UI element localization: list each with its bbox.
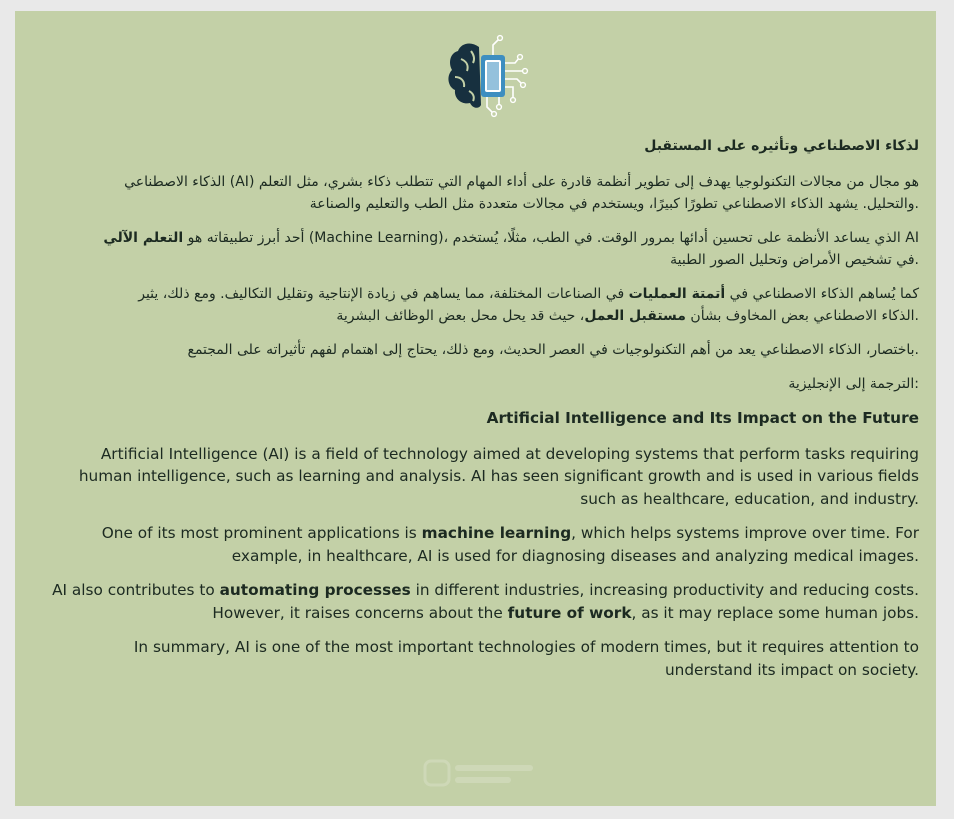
article-body: [45, 133, 919, 693]
text-line: هو مجال من مجالات التكنولوجيا يهدف إلى تطوير أنظمة قادرة على أداء المهام التي تتطلب ذكاء بشري، مثل التعلم (AI) الذكاء الاصطناعي: [124, 174, 919, 190]
watermark-logo-icon: [421, 755, 541, 793]
text-span: in different industries, increasing productivity and reducing costs.: [410, 581, 919, 599]
arabic-paragraph-2: [45, 227, 919, 271]
text-span: ، حيث قد يحل محل بعض الوظائف البشرية: [336, 308, 585, 324]
text-line: Artificial Intelligence (AI) is a field of technology aimed at developing systems that perform tasks requiring: [100, 444, 919, 463]
bold-term: التعلم الآلي: [103, 230, 184, 246]
text-line: example, in healthcare, AI is used for diagnosing diseases and analyzing medical images.: [231, 546, 919, 565]
arabic-paragraph-3: [45, 283, 919, 327]
text-span: , as it may replace some human jobs.: [631, 603, 919, 622]
text-span: AI also contributes to: [52, 581, 220, 599]
text-span: One of its most prominent applications is: [101, 524, 422, 542]
text-line: [45, 283, 919, 305]
text-line: [45, 522, 919, 545]
text-line: [45, 602, 919, 625]
bold-term: مستقبل العمل: [584, 308, 686, 324]
text-line: [45, 579, 919, 602]
english-paragraph-4: [45, 636, 919, 681]
english-paragraph-2: [45, 522, 919, 567]
bold-term: future of work: [507, 603, 632, 622]
article-card: [15, 11, 936, 806]
text-line: [45, 305, 919, 327]
english-title: Artificial Intelligence and Its Impact on the Future: [486, 409, 919, 427]
text-line: .في تشخيص الأمراض وتحليل الصور الطبية: [670, 252, 919, 268]
english-paragraph-1: [45, 443, 919, 511]
text-span: However, it raises concerns about the: [212, 603, 508, 622]
text-line: In summary, AI is one of the most important technologies of modern times, but it requires attention to: [133, 638, 919, 656]
arabic-paragraph-4: .باختصار، الذكاء الاصطناعي يعد من أهم التكنولوجيات في العصر الحديث، ومع ذلك، يحتاج إلى اهتمام لفهم تأثيراته على المجتمع: [187, 342, 919, 358]
text-line: [45, 227, 919, 249]
text-span: كما يُساهم الذكاء الاصطناعي في: [729, 286, 919, 302]
english-paragraph-3: [45, 579, 919, 624]
text-span: .الذكاء الاصطناعي بعض المخاوف بشأن: [690, 308, 919, 324]
text-span: , which helps systems improve over time. For: [571, 524, 919, 542]
bold-term: أتمتة العمليات: [628, 286, 726, 302]
text-span: AI الذي يساعد الأنظمة على تحسين أدائها بمرور الوقت. في الطب، مثلًا، يُستخدم ،(Machine Learning) أحد أبرز تطبيقاته هو: [187, 230, 919, 246]
text-line: human intelligence, such as learning and analysis. AI has seen significant growth and is used in various fields: [78, 467, 919, 485]
text-span: في الصناعات المختلفة، مما يساهم في زيادة الإنتاجية وتقليل التكاليف. ومع ذلك، يثير: [138, 286, 625, 302]
arabic-title: لذكاء الاصطناعي وتأثيره على المستقبل: [644, 138, 919, 154]
text-line: .والتحليل. يشهد الذكاء الاصطناعي تطورًا كبيرًا، ويستخدم في مجالات متعددة مثل الطب والتعليم والصناعة: [309, 196, 919, 212]
bold-term: automating processes: [219, 581, 411, 599]
brain-circuit-icon: [431, 25, 531, 125]
translation-label: :الترجمة إلى الإنجليزية: [788, 376, 919, 392]
text-line: such as healthcare, education, and industry.: [580, 489, 919, 508]
text-line: understand its impact on society.: [664, 660, 919, 679]
bold-term: machine learning: [421, 524, 572, 542]
arabic-paragraph-1: [45, 171, 919, 215]
